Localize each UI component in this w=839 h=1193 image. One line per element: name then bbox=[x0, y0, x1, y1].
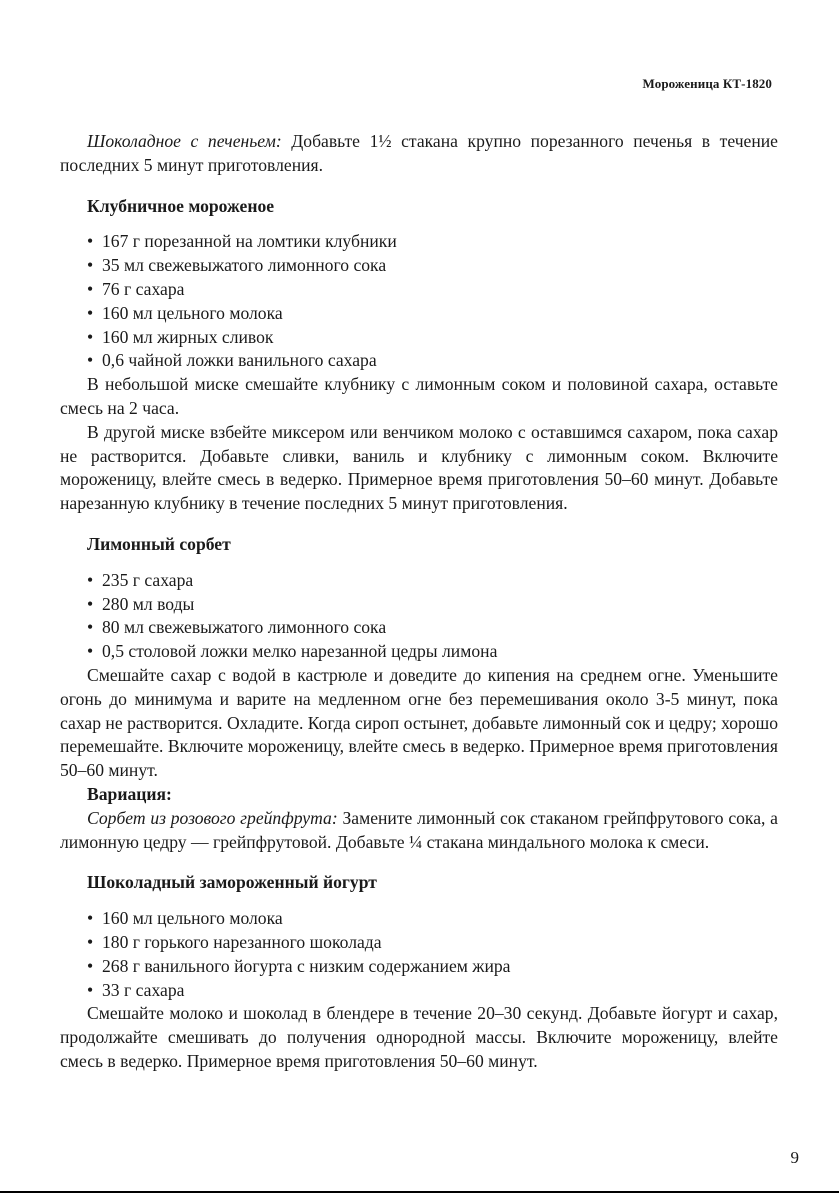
ingredient-list-yogurt bbox=[60, 907, 778, 1002]
list-item: • 235 г сахара bbox=[60, 569, 778, 593]
bullet: • bbox=[87, 278, 94, 299]
bullet: • bbox=[87, 255, 94, 276]
list-item: • 0,6 чайной ложки ванильного сахара bbox=[60, 349, 778, 373]
list-item: • 35 мл свежевыжатого лимонного сока bbox=[60, 254, 778, 278]
list-item: • 0,5 столовой ложки мелко нарезанной цедры лимона bbox=[60, 640, 778, 664]
bullet: • bbox=[87, 593, 94, 614]
intro-text: Добавьте 1½ стакана крупно порезанного печенья в течение последних 5 минут приготовления. bbox=[60, 131, 778, 175]
variation-italic-lead: Сорбет из розового грейпфрута: bbox=[87, 807, 338, 828]
bullet: • bbox=[87, 979, 94, 1000]
bullet: • bbox=[87, 908, 94, 929]
list-item: • 33 г сахара bbox=[60, 979, 778, 1003]
yogurt-paragraph-1: Смешайте молоко и шоколад в блендере в течение 20–30 секунд. Добавьте йогурт и сахар, продолжайте смешивать до получения однородной массы. Включите мороженицу, влейте смесь в ведерко. Примерное время приготовления 50–60 минут. bbox=[60, 1003, 778, 1071]
list-item: • 76 г сахара bbox=[60, 278, 778, 302]
running-header: Мороженица КТ-1820 bbox=[642, 76, 772, 91]
strawberry-paragraph-2: В другой миске взбейте миксером или венчиком молоко с оставшимся сахаром, пока сахар не растворится. Добавьте сливки, ваниль и клубнику с лимонным соком. Включите мороженицу, влейте смесь в ведерко. Примерное время приготовления 50–60 минут. Добавьте нарезанную клубнику в течение последних 5 минут приготовления. bbox=[60, 421, 778, 514]
variation-title: Вариация: bbox=[87, 783, 172, 804]
list-item: • 160 мл жирных сливок bbox=[60, 326, 778, 350]
section-title-lemon: Лимонный сорбет bbox=[87, 533, 231, 554]
list-item: • 268 г ванильного йогурта с низким содержанием жира bbox=[60, 955, 778, 979]
list-item: • 80 мл свежевыжатого лимонного сока bbox=[60, 616, 778, 640]
list-item: • 167 г порезанной на ломтики клубники bbox=[60, 230, 778, 254]
ingredient-list-lemon bbox=[60, 569, 778, 664]
intro-italic-lead: Шоколадное с печеньем: bbox=[87, 131, 282, 151]
list-item: • 160 мл цельного молока bbox=[60, 907, 778, 931]
bullet: • bbox=[87, 931, 94, 952]
strawberry-paragraph-1: В небольшой миске смешайте клубнику с лимонным соком и половиной сахара, оставьте смесь на 2 часа. bbox=[60, 374, 778, 418]
bullet: • bbox=[87, 955, 94, 976]
bullet: • bbox=[87, 231, 94, 252]
list-item: • 280 мл воды bbox=[60, 593, 778, 617]
lemon-paragraph-1: Смешайте сахар с водой в кастрюле и доведите до кипения на среднем огне. Уменьшите огонь до минимума и варите на медленном огне без перемешивания около 3-5 минут, пока сахар не растворится. Охладите. Когда сироп остынет, добавьте лимонный сок и цедру; хорошо перемешайте. Включите мороженицу, влейте смесь в ведерко. Примерное время приготовления 50–60 минут. bbox=[60, 664, 778, 781]
bullet: • bbox=[87, 326, 94, 347]
list-item: • 160 мл цельного молока bbox=[60, 302, 778, 326]
variation-text: Замените лимонный сок стаканом грейпфрутового сока, а лимонную цедру — грейпфрутовой. Добавьте ¼ стакана миндального молока к смеси. bbox=[60, 807, 778, 852]
section-title-yogurt: Шоколадный замороженный йогурт bbox=[87, 872, 377, 893]
bullet: • bbox=[87, 617, 94, 638]
variation-paragraph bbox=[60, 807, 778, 855]
bullet: • bbox=[87, 641, 94, 662]
bullet: • bbox=[87, 569, 94, 590]
page-number: 9 bbox=[790, 1148, 799, 1167]
section-title-strawberry: Клубничное мороженое bbox=[87, 195, 275, 216]
bullet: • bbox=[87, 350, 94, 371]
ingredient-list-strawberry bbox=[60, 230, 778, 373]
intro-paragraph bbox=[60, 130, 778, 178]
page-content bbox=[60, 130, 778, 1074]
list-item: • 180 г горького нарезанного шоколада bbox=[60, 931, 778, 955]
bullet: • bbox=[87, 302, 94, 323]
